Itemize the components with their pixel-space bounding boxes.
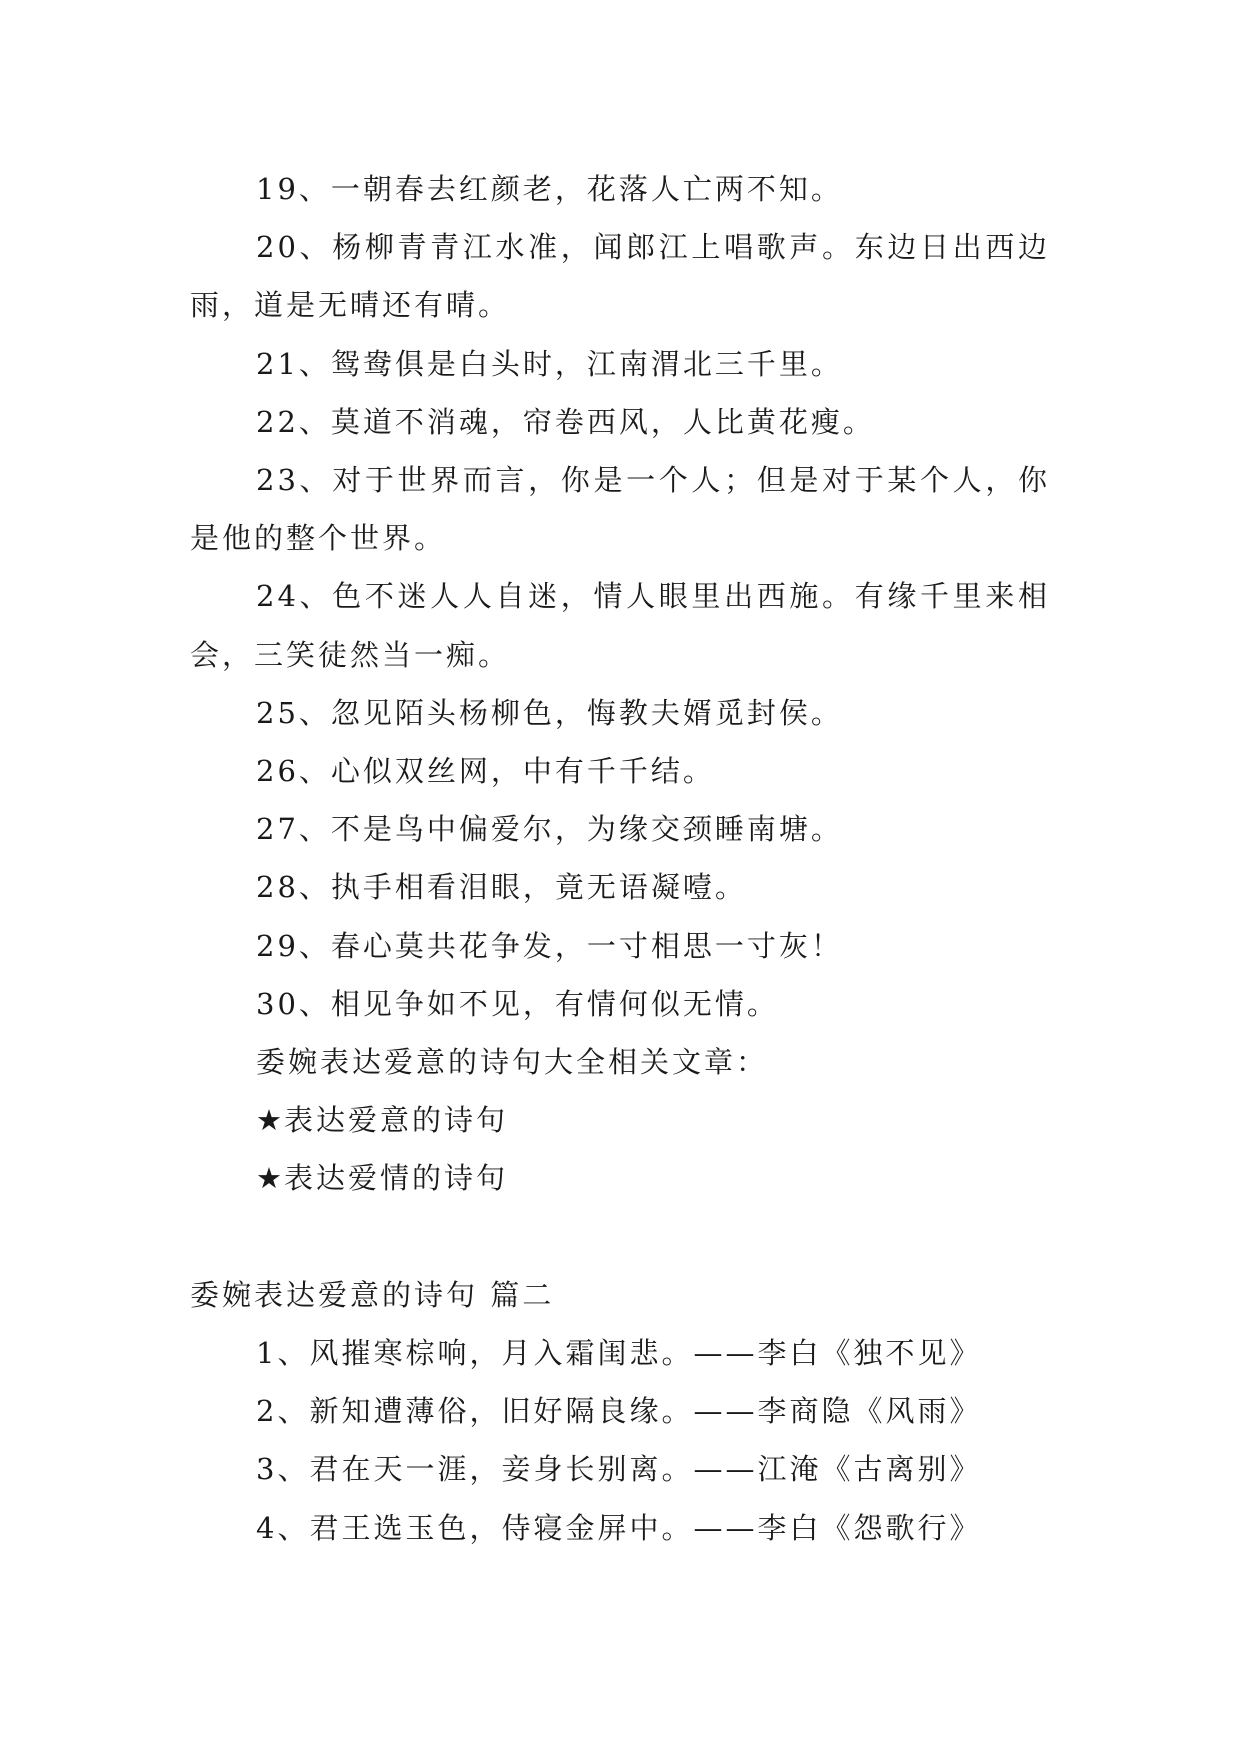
poem-line-1: 1、风摧寒棕响，月入霜闺悲。——李白《独不见》 xyxy=(256,1336,982,1371)
star-icon: ★ xyxy=(256,1161,282,1196)
related-articles-heading: 委婉表达爱意的诗句大全相关文章： xyxy=(256,1045,769,1080)
poem-line-26: 26、心似双丝网，中有千千结。 xyxy=(256,754,715,789)
related-link-1[interactable] xyxy=(190,1091,1050,1149)
poem-line-28: 28、执手相看泪眼，竟无语凝噎。 xyxy=(256,870,747,905)
section-title: 委婉表达爱意的诗句 篇二 xyxy=(190,1277,555,1312)
related-link-label[interactable]: 表达爱情的诗句 xyxy=(284,1161,509,1196)
poem-line-21: 21、鸳鸯俱是白头时，江南渭北三千里。 xyxy=(256,346,843,381)
document-body xyxy=(190,160,1050,1557)
related-link-2[interactable] xyxy=(190,1149,1050,1207)
poem-line-19: 19、一朝春去红颜老，花落人亡两不知。 xyxy=(256,172,843,206)
poem-line-27: 27、不是鸟中偏爱尔，为缘交颈睡南塘。 xyxy=(256,812,843,847)
poem-line-4: 4、君王选玉色，侍寝金屏中。——李白《怨歌行》 xyxy=(256,1510,982,1545)
poem-line-2: 2、新知遭薄俗，旧好隔良缘。——李商隐《风雨》 xyxy=(256,1394,982,1429)
poem-line-29: 29、春心莫共花争发，一寸相思一寸灰！ xyxy=(256,928,843,963)
poem-line-30: 30、相见争如不见，有情何似无情。 xyxy=(256,986,779,1021)
poem-line-3: 3、君在天一涯，妾身长别离。——江淹《古离别》 xyxy=(256,1452,982,1487)
star-icon: ★ xyxy=(256,1103,282,1138)
poem-line-24: 24、色不迷人人自迷，情人眼里出西施。有缘千里来相会，三笑徒然当一痴。 xyxy=(190,579,1050,672)
poem-line-25: 25、忽见陌头杨柳色，悔教夫婿觅封侯。 xyxy=(256,695,843,730)
poem-line-20: 20、杨柳青青江水准，闻郎江上唱歌声。东边日出西边雨，道是无晴还有晴。 xyxy=(190,230,1050,323)
section-gap xyxy=(190,1208,1050,1266)
poem-line-22: 22、莫道不消魂，帘卷西风，人比黄花瘦。 xyxy=(256,404,875,439)
poem-line-23: 23、对于世界而言，你是一个人；但是对于某个人，你是他的整个世界。 xyxy=(190,463,1050,556)
related-link-label[interactable]: 表达爱意的诗句 xyxy=(284,1103,509,1138)
